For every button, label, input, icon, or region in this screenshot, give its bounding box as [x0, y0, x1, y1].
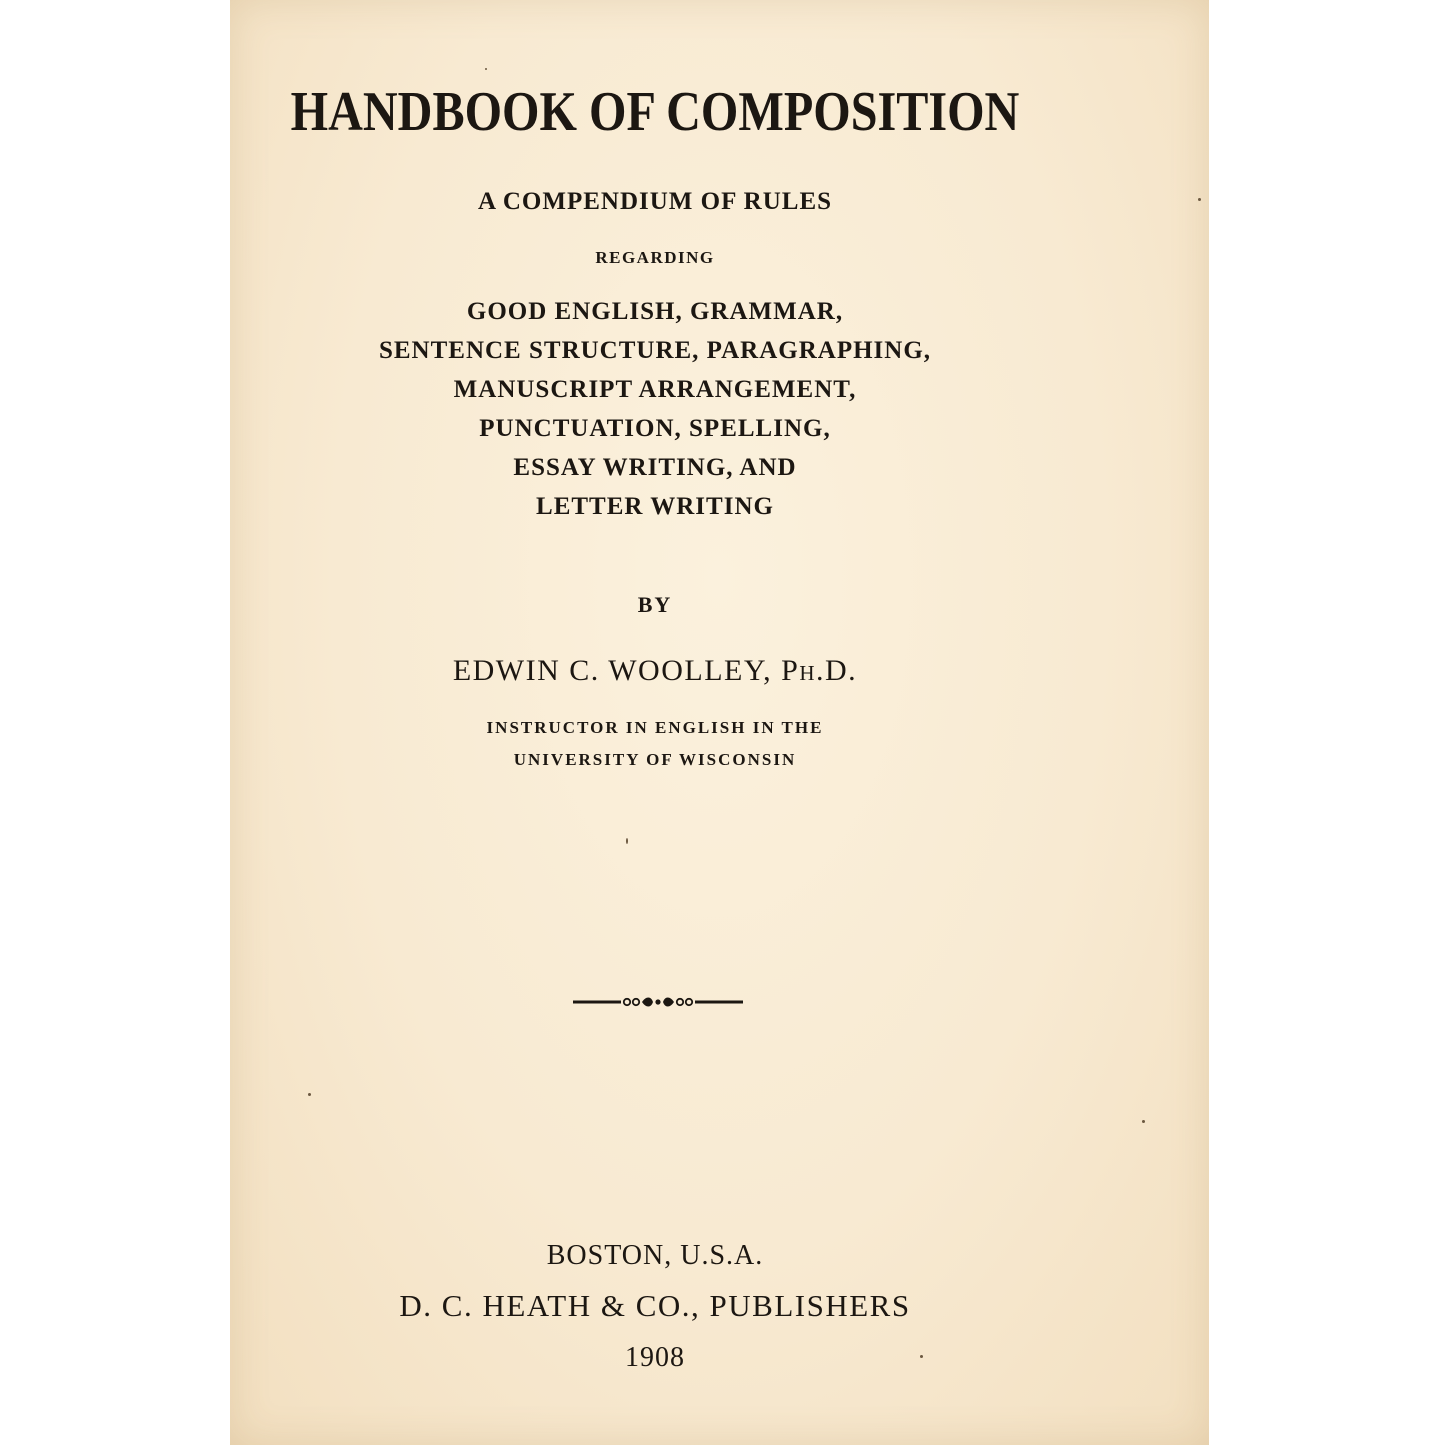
- author: [230, 654, 1080, 688]
- topic-line: SENTENCE STRUCTURE, PARAGRAPHING,: [378, 337, 932, 364]
- publication-year: 1908: [625, 1342, 685, 1373]
- paper-speck: [308, 1093, 311, 1096]
- paper-speck: [1142, 1120, 1145, 1123]
- publication-place: BOSTON, U.S.A.: [546, 1240, 764, 1271]
- paper-speck: [626, 838, 628, 844]
- publisher: D. C. HEATH & CO., PUBLISHERS: [399, 1288, 911, 1323]
- topic-line: PUNCTUATION, SPELLING,: [479, 415, 831, 442]
- topic-line: GOOD ENGLISH, GRAMMAR,: [466, 298, 844, 325]
- paper-speck: [920, 1355, 923, 1358]
- by-label: BY: [637, 592, 673, 617]
- position-line: UNIVERSITY OF WISCONSIN: [513, 750, 797, 769]
- regarding-label: REGARDING: [595, 248, 715, 267]
- book-title: HANDBOOK OF COMPOSITION: [290, 81, 1020, 143]
- topic-line: MANUSCRIPT ARRANGEMENT,: [453, 376, 857, 403]
- topic-line: LETTER WRITING: [536, 493, 774, 520]
- topics-list: [230, 292, 1080, 526]
- position-line: INSTRUCTOR IN ENGLISH IN THE: [486, 718, 824, 737]
- paper-speck: [485, 68, 487, 70]
- ornament-divider-icon: [573, 990, 743, 1014]
- title-page: [230, 0, 1209, 1445]
- author-degree: Ph.D.: [781, 654, 858, 687]
- author-position: [230, 712, 1080, 776]
- author-name: EDWIN C. WOOLLEY,: [452, 654, 782, 687]
- book-subtitle: A COMPENDIUM OF RULES: [477, 188, 833, 215]
- paper-speck: [1198, 198, 1201, 201]
- topic-line: ESSAY WRITING, AND: [513, 454, 797, 481]
